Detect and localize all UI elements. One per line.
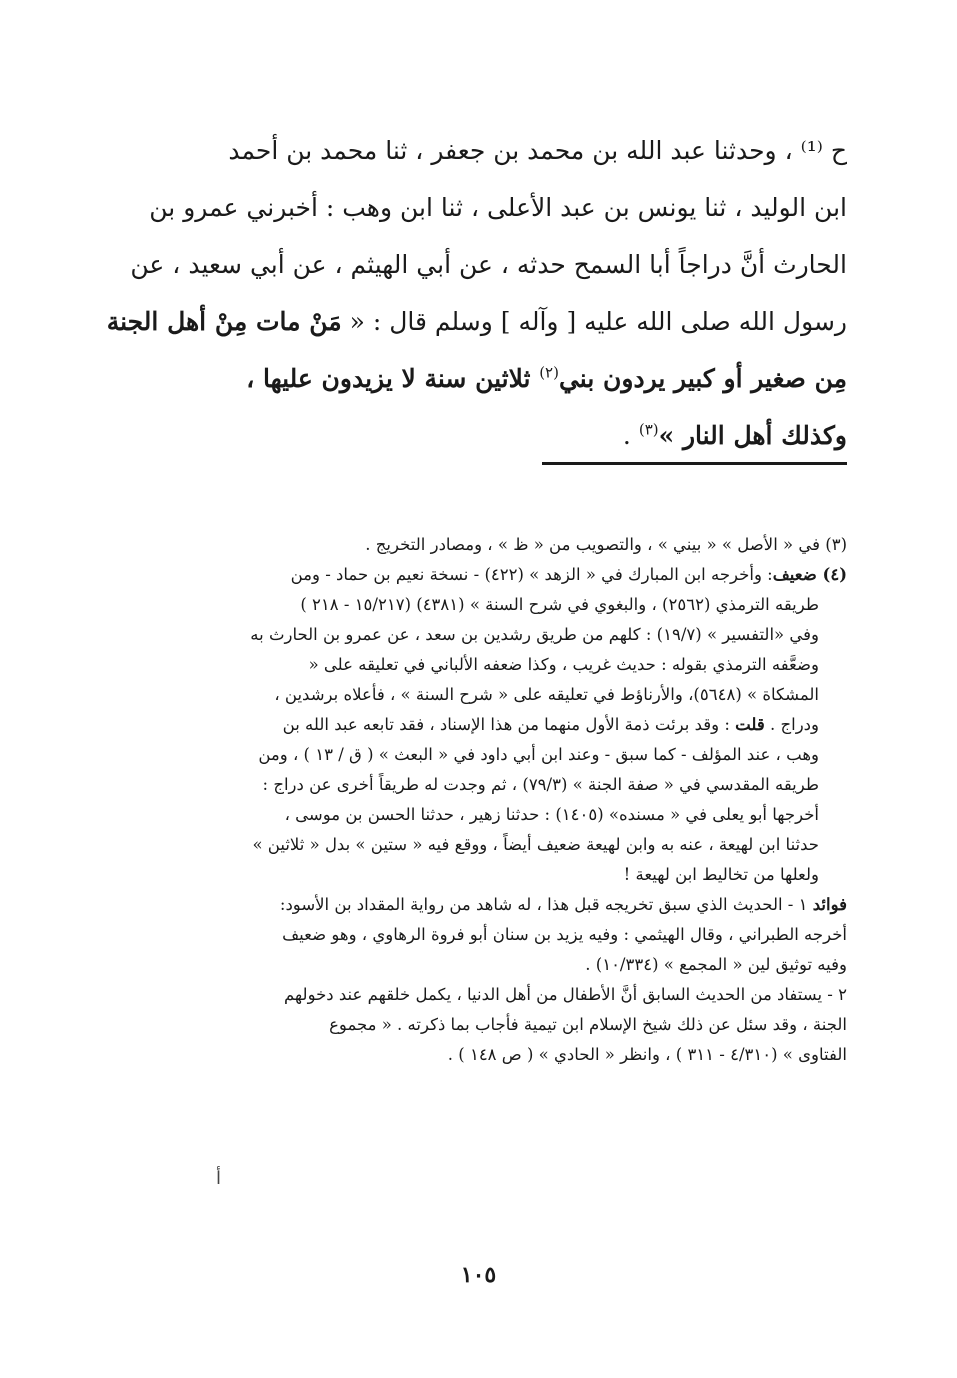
footnote-line (165, 890, 847, 920)
footnote-line (165, 830, 847, 860)
footnote-line (165, 590, 847, 620)
text-span: الجنة ، وقد سئل عن ذلك شيخ الإسلام ابن تيمية فأجاب بما ذكرته . « مجموع (329, 1015, 847, 1034)
hadith-text (106, 122, 847, 464)
footnote-line (165, 650, 847, 680)
text-line (165, 122, 847, 179)
footnote-line (165, 800, 847, 830)
footnote-line (165, 950, 847, 980)
text-line (130, 236, 847, 293)
footnote-line (165, 770, 847, 800)
footnote-ref: (٢) (539, 363, 559, 382)
fawaid-label: فوائد (812, 895, 847, 914)
footnote-line (165, 560, 847, 590)
footnote-line (165, 860, 847, 890)
text-span: وهب ، عند المؤلف - كما سبق - وعند ابن أبي داود في « البعث » ( ق / ١٣ ) ، ومن (258, 745, 819, 764)
text-span: طريقه المقدسي في « صفة الجنة » (٧٩/٣) ، ثم وجدت له طريقاً أخرى عن دراج : (262, 775, 819, 794)
text-line (165, 350, 847, 407)
footnote-line (165, 710, 847, 740)
text-span: الحارث أنَّ دراجاً أبا السمح حدثه ، عن أبي الهيثم ، عن أبي سعيد ، عن (130, 250, 847, 279)
text-span: ولعلها من تخاليط ابن لهيعة ! (623, 865, 819, 884)
text-line (106, 293, 847, 350)
footnote-line (165, 680, 847, 710)
text-span: طريقه الترمذي (٢٥٦٢) ، والبغوي في شرح السنة » (٤٣٨١) (١٥/٢١٧ - ٢١٨ ) (300, 595, 819, 614)
hadith-quote: مِن صغير أو كبير يردون بني (558, 364, 847, 393)
text-span: أخرجها أبو يعلى في « مسنده» (١٤٠٥) : حدثنا زهير ، حدثنا الحسن بن موسى ، (284, 805, 819, 824)
text-span: . (622, 421, 639, 450)
text-span: : وقد برئت ذمة الأول منهما من هذا الإسناد ، فقد تابعه عبد الله بن (282, 715, 736, 734)
text-span: : وأخرجه ابن المبارك في « الزهد » (٤٢٢) - نسخة نعيم بن حماد - ومن (290, 565, 773, 584)
margin-mark: أ (216, 1168, 222, 1189)
page-number: ١٠٥ (460, 1262, 497, 1288)
text-span: وضعَّفه الترمذي بقوله : حديث غريب ، وكذا ضعفه الألباني في تعليقه على « (308, 655, 819, 674)
text-span: ابن الوليد ، ثنا يونس بن عبد الأعلى ، ثنا ابن وهب : أخبرني عمرو بن (149, 193, 847, 222)
footnote-line (165, 1040, 847, 1070)
footnote-line (165, 920, 847, 950)
hadith-quote: ثلاثين سنة لا يزيدون عليها ، (246, 364, 540, 393)
footnote-line (165, 620, 847, 650)
text-span: (٣) في « الأصل » « بيني » ، والتصويب من « ظ » ، ومصادر التخريج . (365, 535, 847, 554)
hadith-quote: وكذلك أهل النار » (658, 421, 847, 450)
text-span: الفتاوى » (٤/٣١٠ - ٣١١ ) ، وانظر « الحادي » ( ص ١٤٨ ) . (447, 1045, 847, 1064)
text-span: ٢ - يستفاد من الحديث السابق أنَّ الأطفال من أهل الدنيا ، يكمل خلقهم عند دخولهم (283, 985, 847, 1004)
footnote-line (165, 1010, 847, 1040)
text-span: وفي «التفسير » (١٩/٧) : كلهم من طريق رشدين بن سعد ، عن عمرو بن الحارث به (250, 625, 819, 644)
text-span: رسول الله صلى الله عليه [ وآله ] وسلم قال : « (341, 307, 847, 336)
text-line (149, 179, 847, 236)
qultu-label: قلت (735, 715, 765, 734)
footnote-ref: (٣) (638, 420, 659, 439)
footnote-separator (542, 462, 847, 465)
hadith-quote: مَنْ مات مِنْ أهل الجنة (106, 307, 342, 336)
footnote-line (165, 980, 847, 1010)
text-span: ح ⁽¹⁾ ، وحدثنا عبد الله بن محمد بن جعفر ، ثنا محمد بن أحمد (228, 136, 847, 165)
text-line (165, 407, 847, 464)
text-span: أخرجه الطبراني ، وقال الهيثمي : وفيه يزيد بن سنان أبو فروة الرهاوي ، وهو ضعيف (282, 925, 847, 944)
footnote-line (165, 530, 847, 560)
text-span: ١ - الحديث الذي سبق تخريجه قبل هذا ، له شاهد من رواية المقداد بن الأسود: (279, 895, 813, 914)
text-span: ودراج . (764, 715, 819, 734)
text-span: وفيه توثيق لين « المجمع » (١٠/٣٣٤) . (585, 955, 847, 974)
text-span: حدثنا ابن لهيعة ، عنه به وابن لهيعة ضعيف أيضاً ، ووقع فيه « ستين » بدل « ثلاثين » (252, 835, 819, 854)
text-span: المشكاة » (٥٦٤٨)، والأرناؤط في تعليقه على « شرح السنة » ، فأعلاه برشدين ، (274, 685, 819, 704)
footnotes (165, 530, 847, 1070)
footnote-label: (٤) ضعيف (772, 565, 847, 584)
footnote-line (165, 740, 847, 770)
